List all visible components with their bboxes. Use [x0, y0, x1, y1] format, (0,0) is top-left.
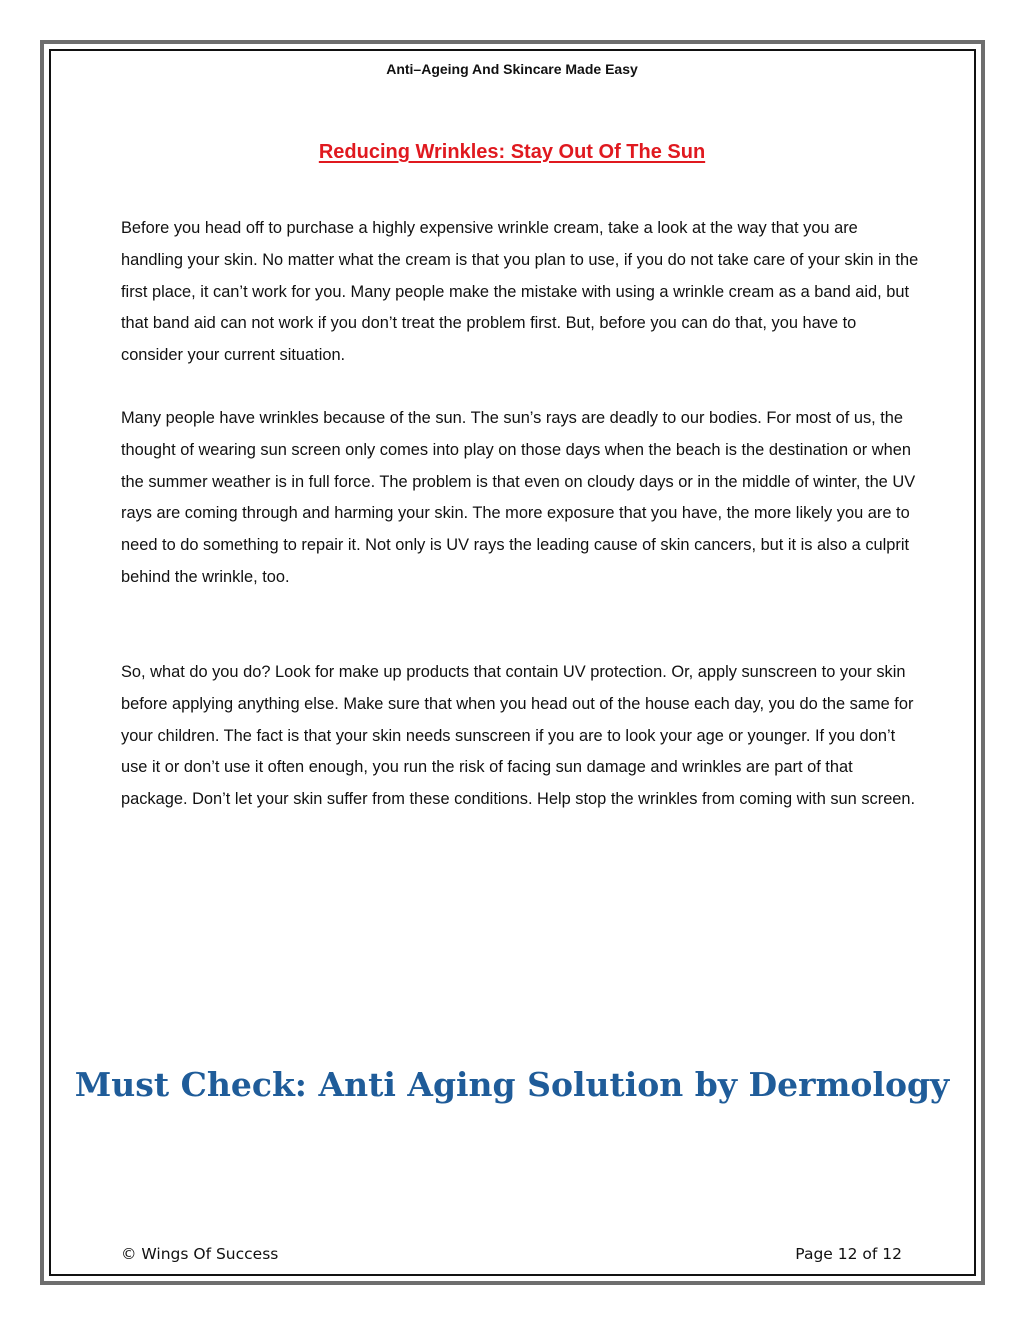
paragraph-2: Many people have wrinkles because of the sun. The sun’s rays are deadly to our bodies. For most of us, the thought of wearing sun screen only comes into play on those days when the beach is the destination or when the summer weather is in full force. The problem is that even on cloudy days or in the middle of winter, the UV rays are coming through and harming your skin. The more exposure that you have, the more likely you are to need to do something to repair it. Not only is UV rays the leading cause of skin cancers, but it is also a culprit behind the wrinkle, too.: [121, 409, 916, 586]
footer-page-number: Page 12 of 12: [795, 1245, 902, 1263]
running-header: Anti–Ageing And Skincare Made Easy: [386, 61, 638, 77]
footer-copyright: © Wings Of Success: [121, 1245, 279, 1263]
paragraph-3: So, what do you do? Look for make up products that contain UV protection. Or, apply sunscreen to your skin before applying anything else. Make sure that when you head out of the house each day, you do the same for your children. The fact is that your skin needs sunscreen if you are to look your age or younger. If you don’t use it or don’t use it often enough, you run the risk of facing sun damage and wrinkles are part of that package. Don’t let your skin suffer from these conditions. Help stop the wrinkles from coming with sun screen.: [121, 663, 916, 809]
article-title: Reducing Wrinkles: Stay Out Of The Sun: [318, 141, 706, 163]
promo-link[interactable]: Must Check: Anti Aging Solution by Dermology: [74, 1065, 950, 1104]
paragraph-1: Before you head off to purchase a highly expensive wrinkle cream, take a look at the way that you are handling your skin. No matter what the cream is that you plan to use, if you do not take care of your skin in the first place, it can’t work for you. Many people make the mistake with using a wrinkle cream as a band aid, but that band aid can not work if you don’t treat the problem first. But, before you can do that, you have to consider your current situation.: [121, 219, 919, 365]
